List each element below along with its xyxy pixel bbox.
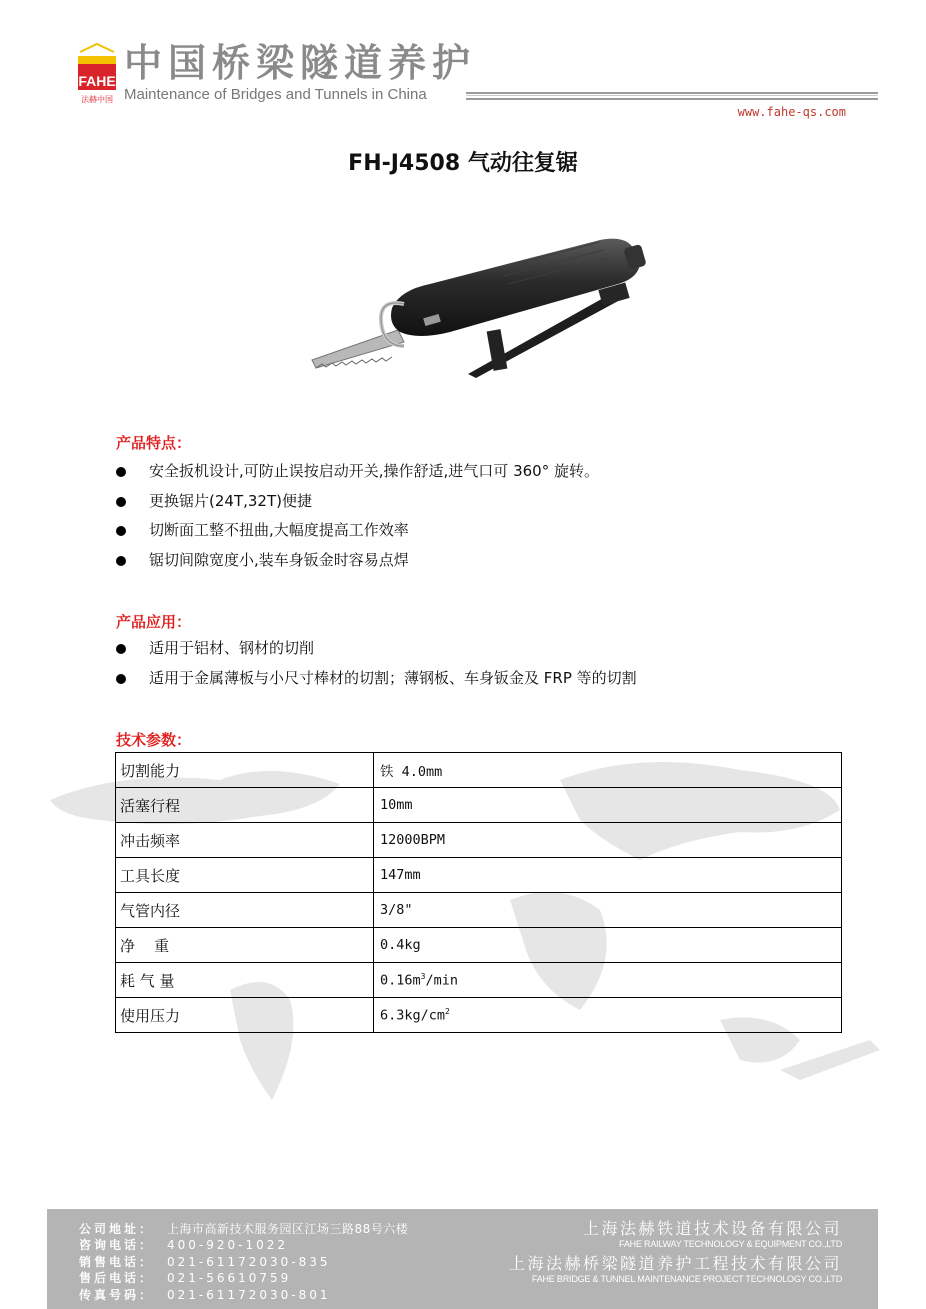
company2-name-en: FAHE BRIDGE & TUNNEL MAINTENANCE PROJECT TECHNOLOGY CO.,LTD xyxy=(531,1274,842,1284)
reciprocating-saw-image xyxy=(300,228,660,388)
company-names xyxy=(509,1219,842,1289)
feature-text: 切断面工整不扭曲,大幅度提高工作效率 xyxy=(149,521,409,539)
phone-number: 400-920-1022 xyxy=(167,1238,289,1253)
fahe-logo xyxy=(76,42,118,108)
contact-row xyxy=(79,1270,408,1286)
list-item xyxy=(116,457,599,487)
spec-value: 12000BPM xyxy=(374,823,842,858)
table-row xyxy=(116,753,842,788)
contact-key: 销售电话： xyxy=(79,1254,155,1269)
spec-label: 使用压力 xyxy=(116,998,374,1033)
list-item xyxy=(116,546,599,576)
bullet-icon xyxy=(116,644,126,654)
spec-superscript: 2 xyxy=(445,1006,450,1016)
address-text: 上海市高新技术服务园区江场三路88号六楼 xyxy=(167,1222,409,1236)
phone-number: 021-56610759 xyxy=(167,1271,292,1286)
company1-name-en: FAHE RAILWAY TECHNOLOGY & EQUIPMENT CO.,LTD xyxy=(619,1239,842,1249)
table-row xyxy=(116,928,842,963)
company1-name-cn: 上海法赫铁道技术设备有限公司 xyxy=(582,1219,842,1238)
spec-table xyxy=(115,752,842,1033)
feature-text: 安全扳机设计,可防止误按启动开关,操作舒适,进气口可 360° 旋转。 xyxy=(149,462,599,480)
bullet-icon xyxy=(116,467,126,477)
applications-list xyxy=(116,634,637,693)
bullet-icon xyxy=(116,556,126,566)
applications-heading: 产品应用： xyxy=(116,613,192,631)
spec-label: 净 重 xyxy=(116,928,374,963)
application-text: 适用于铝材、钢材的切削 xyxy=(149,639,315,657)
application-text: 适用于金属薄板与小尺寸棒材的切割；薄钢板、车身钣金及 FRP 等的切割 xyxy=(149,668,637,687)
company2-name-cn: 上海法赫桥梁隧道养护工程技术有限公司 xyxy=(508,1254,842,1273)
page-title: FH-J4508 气动往复锯 xyxy=(348,151,578,176)
spec-label: 耗 气 量 xyxy=(116,963,374,998)
spec-label: 冲击频率 xyxy=(116,823,374,858)
spec-value: 0.16m xyxy=(380,972,421,989)
bullet-icon xyxy=(116,674,126,684)
header-divider xyxy=(466,92,878,100)
spec-value: 0.4kg xyxy=(374,928,842,963)
svg-text:FAHE: FAHE xyxy=(78,73,116,89)
spec-value-cell xyxy=(374,963,842,998)
spec-label: 气管内径 xyxy=(116,893,374,928)
contact-row xyxy=(79,1254,408,1270)
list-item xyxy=(116,516,599,546)
table-row xyxy=(116,788,842,823)
bullet-icon xyxy=(116,526,126,536)
list-item xyxy=(116,487,599,517)
spec-value: 3/8" xyxy=(374,893,842,928)
spec-value-cell xyxy=(374,998,842,1033)
table-row xyxy=(116,823,842,858)
spec-value: 10mm xyxy=(374,788,842,823)
spec-suffix: /min xyxy=(425,972,458,989)
feature-text: 更换锯片(24T,32T)便捷 xyxy=(149,491,312,510)
svg-text:法赫中国: 法赫中国 xyxy=(81,95,113,104)
contact-info xyxy=(79,1221,408,1303)
table-row xyxy=(116,963,842,998)
contact-row xyxy=(79,1237,408,1253)
spec-value: 铁 4.0mm xyxy=(374,753,842,788)
table-row xyxy=(116,893,842,928)
contact-key: 咨询电话： xyxy=(79,1238,155,1253)
header-subtitle: Maintenance of Bridges and Tunnels in China xyxy=(124,86,427,103)
fax-number: 021-61172030-801 xyxy=(167,1287,331,1302)
bullet-icon xyxy=(116,497,126,507)
contact-key: 公司地址： xyxy=(79,1222,155,1236)
list-item xyxy=(116,634,637,664)
spec-value: 147mm xyxy=(374,858,842,893)
contact-key: 传真号码： xyxy=(79,1287,155,1302)
features-heading: 产品特点： xyxy=(116,434,192,452)
table-row xyxy=(116,858,842,893)
spec-label: 活塞行程 xyxy=(116,788,374,823)
table-row xyxy=(116,998,842,1033)
contact-row xyxy=(79,1287,408,1303)
spec-label: 工具长度 xyxy=(116,858,374,893)
header-title: 中国桥梁隧道养护 xyxy=(124,41,477,85)
footer xyxy=(47,1209,878,1309)
features-list xyxy=(116,457,599,575)
contact-key: 售后电话： xyxy=(79,1271,155,1286)
contact-row xyxy=(79,1221,408,1237)
phone-number: 021-61172030-835 xyxy=(167,1254,331,1269)
spec-label: 切割能力 xyxy=(116,753,374,788)
specs-heading: 技术参数： xyxy=(116,731,192,749)
feature-text: 锯切间隙宽度小,装车身钣金时容易点焊 xyxy=(149,550,409,569)
spec-value: 6.3kg/cm xyxy=(380,1007,446,1024)
spec-superscript: 3 xyxy=(420,971,426,981)
website-link[interactable]: www.fahe-qs.com xyxy=(737,105,846,119)
list-item xyxy=(116,664,637,694)
